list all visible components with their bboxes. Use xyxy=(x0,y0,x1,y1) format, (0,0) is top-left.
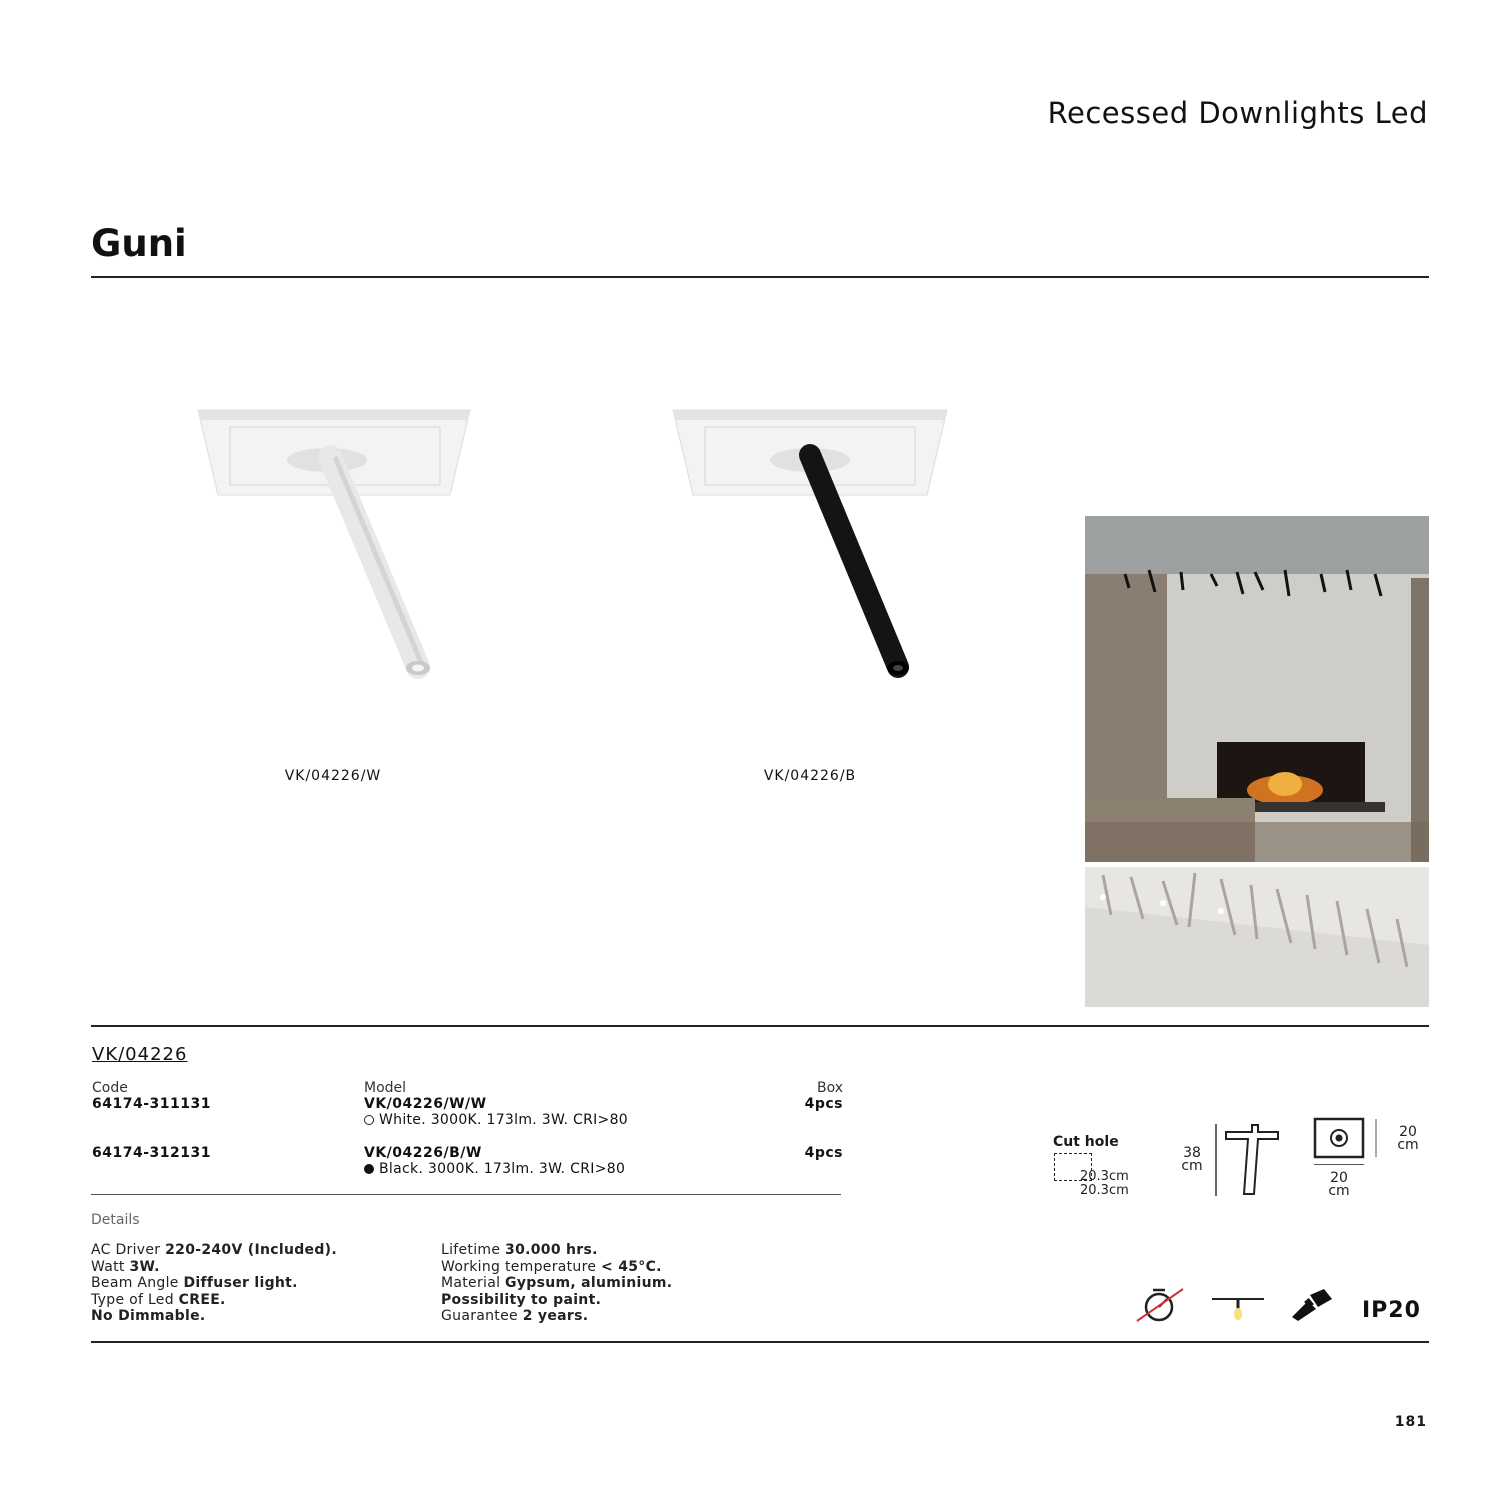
variant-label-black: VK/04226/B xyxy=(763,768,857,784)
section-divider xyxy=(91,1025,1429,1027)
ambient-photo-fireplace xyxy=(1085,516,1429,862)
row-code: 64174-312131 xyxy=(92,1145,211,1161)
ambient-photo-ceiling xyxy=(1085,867,1429,1007)
cut-hole-width: 20.3cm xyxy=(1080,1169,1129,1184)
spec-line: No Dimmable. xyxy=(91,1308,206,1325)
page-number: 181 xyxy=(1394,1414,1427,1430)
ip-rating: IP20 xyxy=(1362,1298,1421,1323)
white-dot-icon xyxy=(364,1115,374,1125)
plate-side-dimension: 20 cm xyxy=(1397,1124,1419,1153)
spec-line: Possibility to paint. xyxy=(441,1291,602,1308)
spec-line: Type of Led CREE. xyxy=(91,1291,226,1308)
spec-line: Watt 3W. xyxy=(91,1258,160,1275)
fixture-side-icon xyxy=(1212,1122,1282,1198)
details-right xyxy=(441,1242,672,1325)
row-box: 4pcs xyxy=(804,1145,843,1161)
row-box: 4pcs xyxy=(804,1096,843,1112)
no-dimmable-icon xyxy=(1135,1285,1185,1325)
black-dot-icon xyxy=(364,1164,374,1174)
title-divider xyxy=(91,276,1429,278)
category-title: Recessed Downlights Led xyxy=(1047,96,1428,130)
series-code: VK/04226 xyxy=(92,1044,188,1065)
plate-width-line xyxy=(1314,1164,1364,1165)
row-model: VK/04226/W/W xyxy=(364,1096,487,1112)
spec-line: Working temperature < 45°C. xyxy=(441,1258,662,1275)
bottom-divider xyxy=(91,1341,1429,1343)
row-description: White. 3000K. 173lm. 3W. CRI>80 xyxy=(364,1112,628,1128)
header-code: Code xyxy=(92,1080,128,1096)
header-box: Box xyxy=(816,1080,843,1096)
cut-hole-label: Cut hole xyxy=(1053,1134,1119,1150)
variant-label-white: VK/04226/W xyxy=(284,768,382,784)
fixture-top-icon xyxy=(1312,1117,1382,1163)
plate-width-dimension: 20 cm xyxy=(1328,1170,1350,1199)
row-code: 64174-311131 xyxy=(92,1096,211,1112)
ceiling-recessed-icon xyxy=(1210,1292,1266,1322)
spec-line: Beam Angle Diffuser light. xyxy=(91,1275,298,1292)
row-description: Black. 3000K. 173lm. 3W. CRI>80 xyxy=(364,1161,625,1177)
header-model: Model xyxy=(364,1080,407,1096)
product-image-black xyxy=(670,405,950,685)
spec-line: Material Gypsum, aluminium. xyxy=(441,1275,673,1292)
height-dimension: 38 cm xyxy=(1181,1145,1203,1174)
table-divider xyxy=(91,1194,841,1195)
product-title: Guni xyxy=(91,222,187,265)
spec-line: Guarantee 2 years. xyxy=(441,1308,589,1325)
details-left xyxy=(91,1242,337,1325)
row-model: VK/04226/B/W xyxy=(364,1145,482,1161)
details-title: Details xyxy=(91,1212,140,1228)
spec-line: AC Driver 220-240V (Included). xyxy=(91,1242,337,1258)
spec-line: Lifetime 30.000 hrs. xyxy=(441,1242,598,1258)
cut-hole-height: 20.3cm xyxy=(1080,1183,1129,1198)
paintable-brush-icon xyxy=(1288,1285,1336,1325)
product-image-white xyxy=(195,405,475,685)
